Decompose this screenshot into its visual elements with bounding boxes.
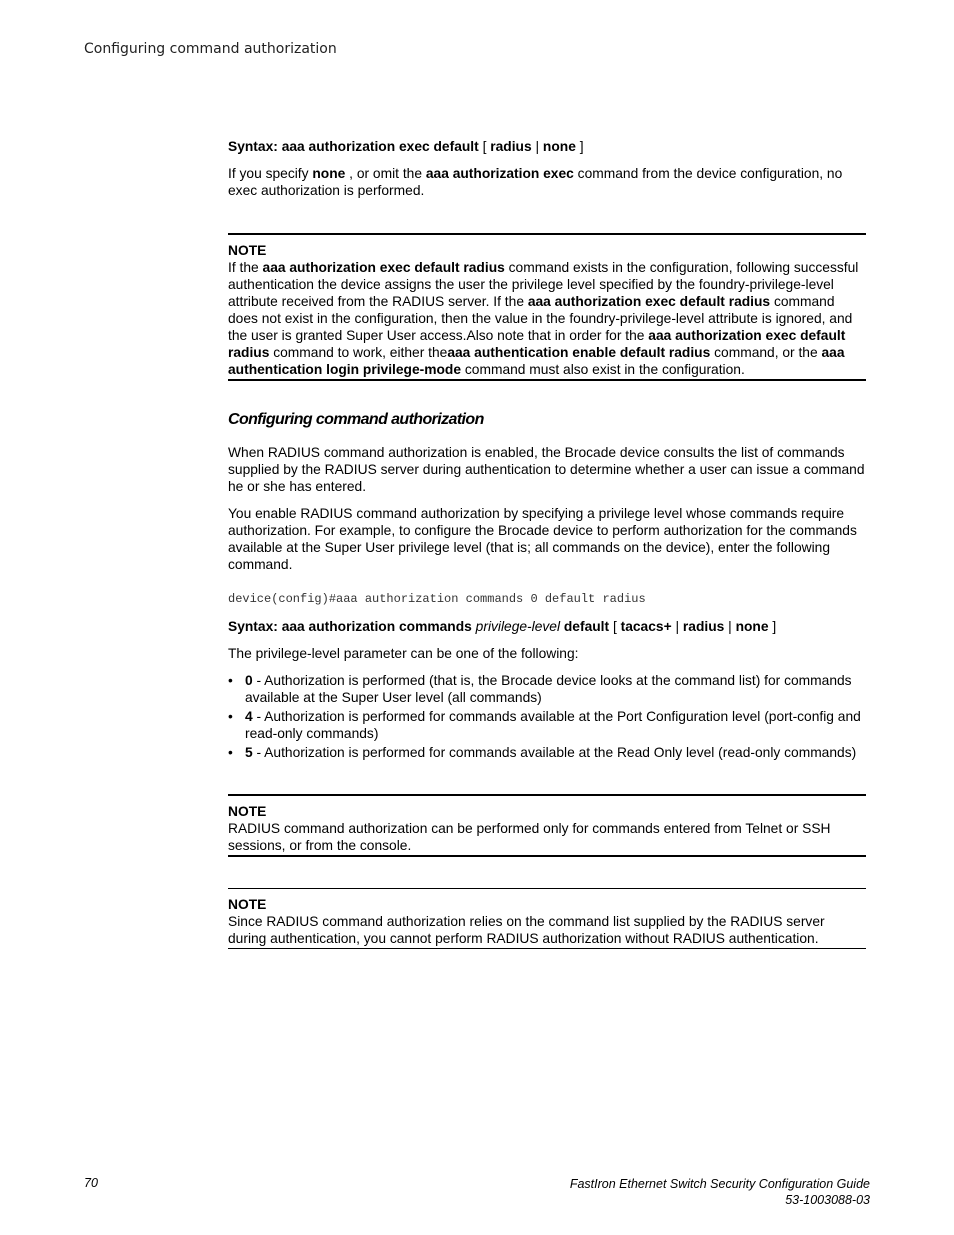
note-body [228,259,866,378]
syntax-option-none: none [735,619,769,634]
list-item [228,744,866,761]
note-label: NOTE [228,897,267,912]
level-number: 0 [245,673,253,688]
text-run: command exists in the configuration, following successful authentication the device assigns the user the privilege level specified by the foundry-privilege-level attribute received from the RADIUS server. If the [228,260,859,309]
intro-paragraph: When RADIUS command authorization is enabled, the Brocade device consults the list of commands supplied by the RADIUS server during authentication to determine whether a user can issue a command he or she has entered. [228,445,865,494]
syntax-label: Syntax: [228,619,278,634]
page-number: 70 [84,1176,98,1190]
syntax-option-none: none [542,139,576,154]
syntax-bracket-close: ] [575,139,584,154]
text-run: command, or the [710,345,822,360]
syntax-pipe: | [671,619,683,634]
syntax-bracket-open: [ [478,139,491,154]
level-number: 5 [245,745,253,760]
list-item [228,708,866,742]
note-label: NOTE [228,804,267,819]
text-run: command does not exist in the configuration, then the value in the foundry-privilege-level attribute is ignored, and the user is granted Super User access.Also note that in order for the [228,294,853,343]
syntax-commands [228,618,866,635]
section-heading: Configuring command authorization [228,411,484,428]
document-id: 53-1003088-03 [785,1193,870,1207]
syntax-pipe: | [724,619,736,634]
syntax-pipe: | [531,139,543,154]
footer-document-info [570,1176,870,1208]
text-run: If the [228,260,263,275]
syntax-parameter: privilege-level [475,619,561,634]
keyword-command: aaa authorization exec default radius [527,294,771,309]
keyword-command: aaa authentication login privilege-mode [228,345,845,377]
page-content [228,138,866,949]
note-body: Since RADIUS command authorization relies on the command list supplied by the RADIUS server during authentication, you cannot perform RADIUS authorization without RADIUS authentication. [228,914,825,946]
syntax-command: aaa authorization commands [281,619,472,634]
syntax-exec [228,138,866,155]
guide-title: FastIron Ethernet Switch Security Configuration Guide [569,1177,870,1191]
keyword-command: aaa authorization exec [425,166,574,181]
syntax-option-radius: radius [682,619,725,634]
parameter-intro: The privilege-level parameter can be one of the following: [228,646,579,661]
syntax-default-keyword: default [563,619,610,634]
keyword-command: aaa authorization exec default radius [262,260,505,275]
syntax-label: Syntax: [228,139,278,154]
text-run: command from the device configuration, no exec authorization is performed. [228,166,843,198]
keyword-command: aaa authentication enable default radius [447,345,711,360]
note-exec-radius [228,233,866,381]
level-description: - Authorization is performed for commands available at the Port Configuration level (port-config and read-only commands) [245,709,861,741]
running-header: Configuring command authorization [84,41,337,57]
text-run: command must also exist in the configuration. [461,362,745,377]
text-run: , or omit the [345,166,426,181]
level-number: 4 [245,709,253,724]
level-description: - Authorization is performed for commands available at the Read Only level (read-only commands) [252,745,857,760]
note-label: NOTE [228,243,267,258]
level-description: - Authorization is performed (that is, the Brocade device looks at the command list) for commands available at the Super User level (all commands) [245,673,852,705]
note-telnet-ssh [228,794,866,857]
code-example: device(config)#aaa authorization commands 0 default radius [228,592,646,606]
text-run: command to work, either the [269,345,448,360]
syntax-option-radius: radius [490,139,532,154]
exec-none-paragraph [228,165,866,199]
syntax-option-tacacs: tacacs+ [620,619,672,634]
note-body: RADIUS command authorization can be performed only for commands entered from Telnet or SSH sessions, or from the console. [228,821,831,853]
list-item [228,672,866,706]
syntax-bracket-close: ] [768,619,777,634]
text-run: If you specify [228,166,313,181]
enable-paragraph: You enable RADIUS command authorization by specifying a privilege level whose commands require authorization. For example, to configure the Brocade device to perform authorization for the commands available at the Super User privilege level (that is; all commands on the device), enter the following command. [228,506,857,572]
note-radius-authentication [228,888,866,949]
syntax-command: aaa authorization exec default [281,139,479,154]
privilege-level-list [228,672,866,761]
keyword-command: aaa authorization exec default radius [228,328,846,360]
syntax-bracket-open: [ [609,619,621,634]
keyword-none: none [312,166,346,181]
